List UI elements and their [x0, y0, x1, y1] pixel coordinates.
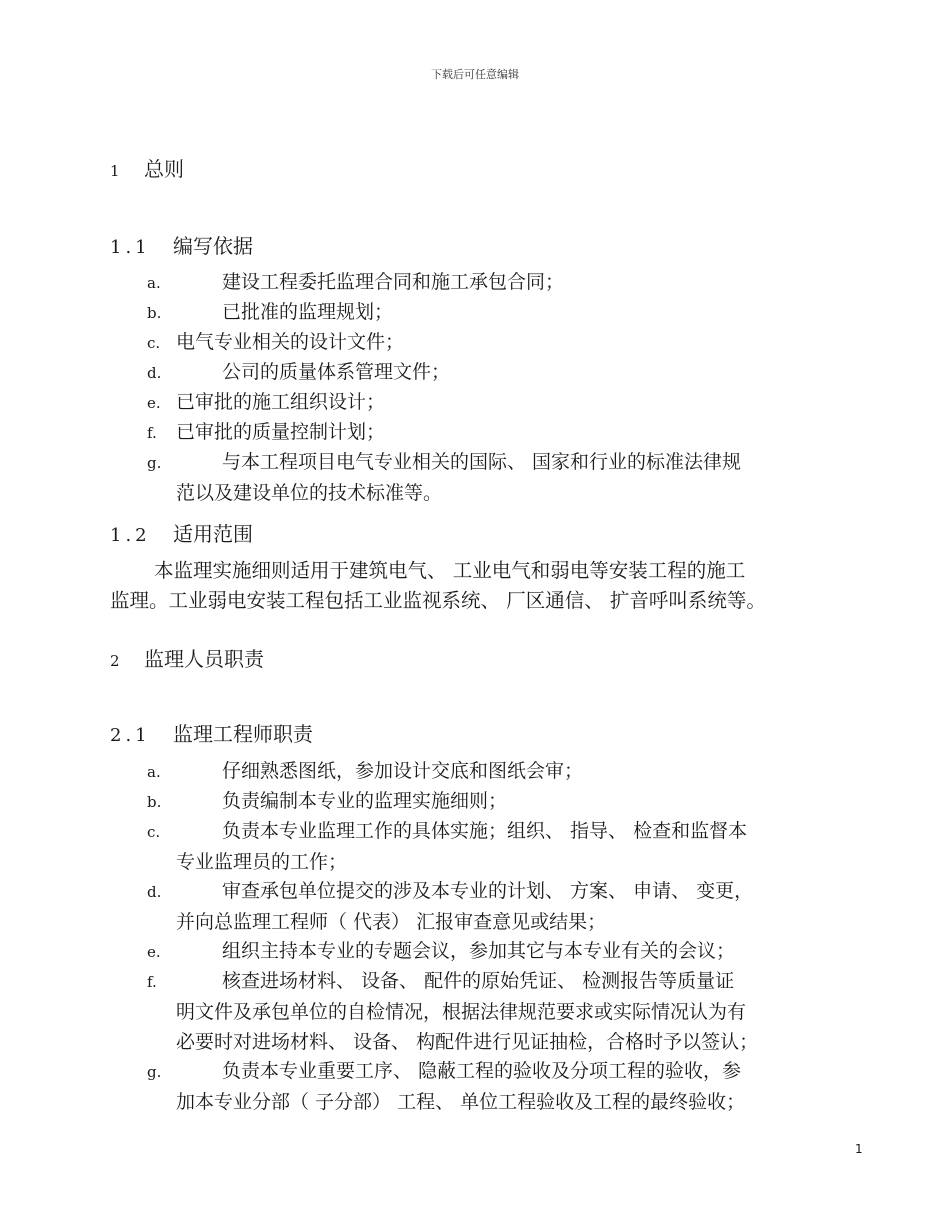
list-text-continued: 明文件及承包单位的自检情况，根据法律规范要求或实际情况认为有: [176, 1001, 747, 1023]
page-header: 下载后可任意编辑: [431, 68, 519, 81]
list-item: [147, 327, 857, 358]
list-label: e.: [147, 394, 161, 412]
list-item: [147, 966, 857, 1057]
list-item: [147, 816, 857, 877]
subsection-number: 1.1: [110, 237, 151, 258]
list-item: [147, 387, 857, 418]
list-text: 组织主持本专业的专题会议，参加其它与本专业有关的会议；: [222, 940, 736, 962]
list-text: 公司的质量体系管理文件；: [222, 361, 451, 383]
list-item: [147, 357, 857, 388]
list-text: 核查进场材料、 设备、 配件的原始凭证、 检测报告等质量证: [222, 970, 735, 992]
list-label: a.: [147, 763, 161, 781]
section-heading-1: [110, 153, 184, 182]
subsection-heading-1-1: [110, 230, 253, 259]
list-item: [147, 447, 857, 508]
list-label: c.: [147, 823, 161, 841]
list-item: [147, 756, 857, 787]
scope-paragraph: [110, 556, 870, 616]
list-text-continued: 范以及建设单位的技术标准等。: [176, 482, 443, 504]
list-item: [147, 786, 857, 817]
section-heading-2: [110, 643, 264, 672]
subsection-number: 2.1: [110, 725, 151, 746]
list-text: 与本工程项目电气专业相关的国际、 国家和行业的标准法律规: [222, 451, 742, 473]
list-text: 建设工程委托监理合同和施工承包合同；: [222, 271, 565, 293]
list-label: b.: [147, 304, 162, 322]
subsection-heading-1-2: [110, 518, 253, 547]
list-label: a.: [147, 274, 161, 292]
list-item: [147, 267, 857, 298]
list-text-continued: 并向总监理工程师（ 代表） 汇报审查意见或结果；: [176, 911, 607, 933]
section-title: 总则: [144, 157, 184, 181]
list-text: 负责本专业重要工序、 隐蔽工程的验收及分项工程的验收，参: [222, 1060, 742, 1082]
list-label: d.: [147, 883, 162, 901]
list-text-continued: 专业监理员的工作；: [176, 851, 348, 873]
list-label: d.: [147, 364, 162, 382]
page-number: 1: [855, 1142, 863, 1156]
list-text: 电气专业相关的设计文件；: [176, 331, 405, 353]
list-text: 已批准的监理规划；: [222, 301, 394, 323]
list-text-continued: 加本专业分部（ 子分部） 工程、 单位工程验收及工程的最终验收；: [176, 1091, 746, 1113]
list-text-continued: 必要时对进场材料、 设备、 构配件进行见证抽检，合格时予以签认；: [176, 1031, 759, 1053]
subsection-title: 监理工程师职责: [173, 722, 313, 746]
list-text: 审查承包单位提交的涉及本专业的计划、 方案、 申请、 变更，: [222, 880, 754, 902]
section-number: 2: [110, 652, 120, 670]
section-number: 1: [110, 162, 120, 180]
list-item: [147, 1056, 857, 1117]
list-label: c.: [147, 334, 161, 352]
list-label: f.: [147, 424, 157, 442]
list-label: g.: [147, 1063, 162, 1081]
subsection-heading-2-1: [110, 718, 313, 747]
list-item: [147, 297, 857, 328]
subsection-title: 编写依据: [173, 234, 253, 258]
paragraph-line: 本监理实施细则适用于建筑电气、 工业电气和弱电等安装工程的施工: [154, 559, 746, 582]
list-label: f.: [147, 973, 157, 991]
list-text: 仔细熟悉图纸，参加设计交底和图纸会审；: [222, 760, 584, 782]
list-item: [147, 417, 857, 448]
list-item: [147, 876, 857, 937]
list-text: 负责本专业监理工作的具体实施；组织、 指导、 检查和监督本: [222, 820, 748, 842]
subsection-number: 1.2: [110, 525, 151, 546]
list-text: 已审批的施工组织设计；: [176, 391, 386, 413]
paragraph-line: 监理。工业弱电安装工程包括工业监视系统、 厂区通信、 扩音呼叫系统等。: [110, 589, 766, 612]
list-text: 已审批的质量控制计划；: [176, 421, 386, 443]
subsection-title: 适用范围: [173, 522, 253, 546]
list-label: g.: [147, 454, 162, 472]
section-title: 监理人员职责: [144, 647, 264, 671]
list-label: e.: [147, 943, 161, 961]
list-text: 负责编制本专业的监理实施细则；: [222, 790, 508, 812]
list-label: b.: [147, 793, 162, 811]
list-item: [147, 936, 857, 967]
